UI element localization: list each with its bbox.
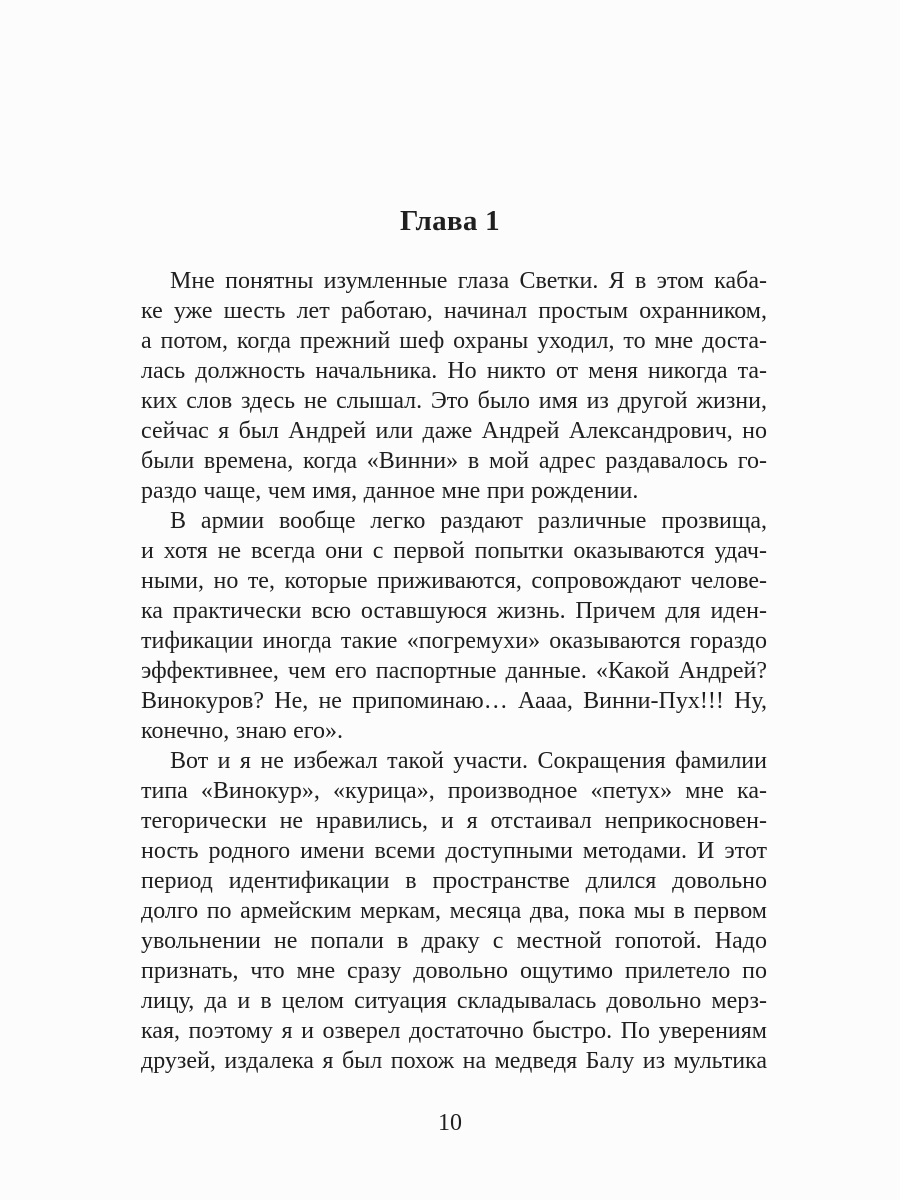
text-line: тегорически не нравились, и я отстаивал неприкосновен- (141, 808, 767, 834)
text-line: тификации иногда такие «погремухи» оказываются гораздо (141, 628, 767, 654)
text-line: Вот и я не избежал такой участи. Сокращения фамилии (170, 748, 767, 774)
text-line: эффективнее, чем его паспортные данные. «Какой Андрей? (141, 658, 767, 684)
text-line: ными, но те, которые приживаются, сопровождают челове- (141, 568, 767, 594)
text-line: и хотя не всегда они с первой попытки оказываются удач- (141, 538, 767, 564)
text-line: Винокуров? Не, не припоминаю… Аааа, Винни-Пух!!! Ну, (141, 688, 767, 714)
text-line: сейчас я был Андрей или даже Андрей Александрович, но (141, 418, 767, 444)
body-text (141, 266, 767, 1076)
text-line: Мне понятны изумленные глаза Светки. Я в этом каба- (170, 268, 767, 294)
text-line: ких слов здесь не слышал. Это было имя из другой жизни, (141, 388, 767, 414)
text-line: ке уже шесть лет работаю, начинал простым охранником, (141, 298, 767, 324)
text-line: конечно, знаю его». (141, 718, 344, 744)
text-line: увольнении не попали в драку с местной гопотой. Надо (141, 928, 767, 954)
text-line: долго по армейским меркам, месяца два, пока мы в первом (141, 898, 767, 924)
text-line: признать, что мне сразу довольно ощутимо прилетело по (141, 958, 767, 984)
paragraph (141, 746, 767, 1076)
text-line: раздо чаще, чем имя, данное мне при рождении. (141, 478, 639, 504)
text-line: кая, поэтому я и озверел достаточно быстро. По уверениям (141, 1018, 767, 1044)
text-line: лась должность начальника. Но никто от меня никогда та- (141, 358, 767, 384)
text-line: ка практически всю оставшуюся жизнь. Причем для иден- (141, 598, 767, 624)
text-line: период идентификации в пространстве длился довольно (141, 868, 767, 894)
chapter-heading: Глава 1 (400, 205, 500, 237)
text-line: В армии вообще легко раздают различные прозвища, (170, 508, 767, 534)
page-number: 10 (438, 1110, 462, 1136)
text-line: были времена, когда «Винни» в мой адрес раздавалось го- (141, 448, 767, 474)
paragraph (141, 506, 767, 746)
text-line: типа «Винокур», «курица», производное «петух» мне ка- (141, 778, 767, 804)
text-line: друзей, издалека я был похож на медведя Балу из мультика (141, 1048, 767, 1074)
text-line: ность родного имени всеми доступными методами. И этот (141, 838, 767, 864)
text-line: лицу, да и в целом ситуация складывалась довольно мерз- (141, 988, 767, 1014)
text-line: а потом, когда прежний шеф охраны уходил, то мне доста- (141, 328, 767, 354)
paragraph (141, 266, 767, 506)
